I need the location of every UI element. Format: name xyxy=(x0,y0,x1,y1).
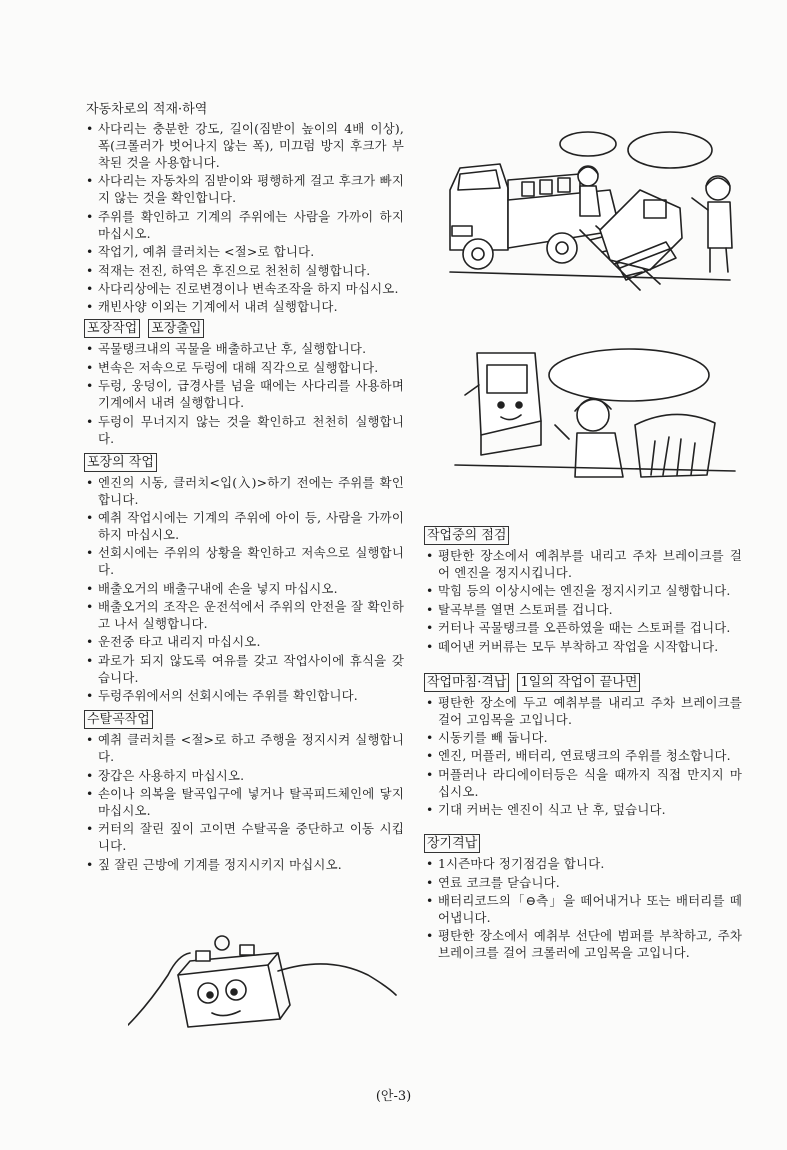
list-item: • 1시즌마다 정기점검을 합니다. xyxy=(424,855,742,872)
list-item: • 작업기, 예취 클러치는 <절>로 합니다. xyxy=(84,243,404,260)
left-column xyxy=(84,98,404,877)
list-item: • 사다리는 자동차의 짐받이와 평행하게 걸고 후크가 빠지지 않는 것을 확인합니다. xyxy=(84,172,404,206)
list-item: • 짚 잘린 근방에 기계를 정지시키지 마십시오. xyxy=(84,856,404,873)
list-item: • 커터나 곡물탱크를 오픈하였을 때는 스토퍼를 겁니다. xyxy=(424,619,742,636)
section-end-of-work xyxy=(424,673,742,819)
section-long-storage xyxy=(424,832,742,961)
bullet-list-loading xyxy=(84,120,404,315)
section-title-long-storage: 장기격납 xyxy=(424,834,480,853)
bullet-list-hand-threshing xyxy=(84,731,404,873)
list-item: • 변속은 저속으로 두렁에 대해 직각으로 실행합니다. xyxy=(84,359,404,376)
list-item: • 배출오거의 배출구내에 손을 넣지 마십시오. xyxy=(84,580,404,597)
bullet-list-long-storage xyxy=(424,855,742,961)
section-title-field-entry: 포장출입 xyxy=(148,319,204,338)
battery-illustration xyxy=(128,935,398,1030)
list-item: • 사다리상에는 진로변경이나 변속조작을 하지 마십시오. xyxy=(84,280,404,297)
section-title-inspection: 작업중의 점검 xyxy=(424,526,509,545)
section-field-entry xyxy=(84,319,404,446)
list-item: • 연료 코크를 닫습니다. xyxy=(424,874,742,891)
list-item: • 두렁이 무너지지 않는 것을 확인하고 천천히 실행합니다. xyxy=(84,413,404,447)
list-item: • 평탄한 장소에서 예취부를 내리고 주차 브레이크를 걸어 엔진을 정지시킵니다. xyxy=(424,547,742,581)
section-title-row xyxy=(84,319,404,338)
list-item: • 시동키를 빼 둡니다. xyxy=(424,729,742,746)
list-item: • 적재는 전진, 하역은 후진으로 천천히 실행합니다. xyxy=(84,262,404,279)
truck-worker-illustration xyxy=(445,345,745,495)
section-title-end-storage: 작업마침·격납 xyxy=(424,673,509,692)
list-item: • 선회시에는 주위의 상황을 확인하고 저속으로 실행합니다. xyxy=(84,544,404,578)
bullet-list-end-of-work xyxy=(424,694,742,819)
list-item: • 장갑은 사용하지 마십시오. xyxy=(84,767,404,784)
list-item: • 기대 커버는 엔진이 식고 난 후, 덮습니다. xyxy=(424,801,742,818)
section-title-end-of-day: 1일의 작업이 끝나면 xyxy=(517,673,640,692)
list-item: • 예취 클러치를 <절>로 하고 주행을 정지시켜 실행합니다. xyxy=(84,731,404,765)
list-item: • 운전중 타고 내리지 마십시오. xyxy=(84,633,404,650)
list-item: • 캐빈사양 이외는 기계에서 내려 실행합니다. xyxy=(84,298,404,315)
section-title-field-work: 포장작업 xyxy=(84,319,140,338)
section-title-loading: 자동차로의 적재·하역 xyxy=(86,102,208,117)
section-title-hand-threshing: 수탈곡작업 xyxy=(84,710,153,729)
list-item: • 배터리코드의「⊖측」을 떼어내거나 또는 배터리를 떼어냅니다. xyxy=(424,892,742,926)
list-item: • 엔진의 시동, 클러치<입(入)>하기 전에는 주위를 확인합니다. xyxy=(84,474,404,508)
page-number: (안-3) xyxy=(375,1089,412,1104)
list-item: • 머플러나 라디에이터등은 식을 때까지 직접 만지지 마십시오. xyxy=(424,766,742,800)
list-item: • 예취 작업시에는 기계의 주위에 아이 등, 사람을 가까이 하지 마십시오. xyxy=(84,509,404,543)
list-item: • 막힘 등의 이상시에는 엔진을 정지시키고 실행합니다. xyxy=(424,582,742,599)
list-item: • 탈곡부를 열면 스토퍼를 겁니다. xyxy=(424,601,742,618)
list-item: • 커터의 잘린 짚이 고이면 수탈곡을 중단하고 이동 시킵니다. xyxy=(84,820,404,854)
list-item: • 두렁주위에서의 선회시에는 주위를 확인합니다. xyxy=(84,687,404,704)
list-item: • 사다리는 충분한 강도, 길이(짐받이 높이의 4배 이상), 폭(크롤러가 벗어나지 않는 폭), 미끄럼 방지 후크가 부착된 것을 사용합니다. xyxy=(84,120,404,171)
list-item: • 곡물탱크내의 곡물을 배출하고난 후, 실행합니다. xyxy=(84,340,404,357)
list-item: • 평탄한 장소에 두고 예취부를 내리고 주차 브레이크를 걸어 고임목을 고입니다. xyxy=(424,694,742,728)
bullet-list-field-operation xyxy=(84,474,404,705)
bullet-list-field-entry xyxy=(84,340,404,446)
section-loading-unloading xyxy=(84,98,404,315)
section-inspection xyxy=(424,524,742,655)
section-title-field-operation: 포장의 작업 xyxy=(84,453,157,472)
list-item: • 배출오거의 조작은 운전석에서 주위의 안전을 잘 확인하고 나서 실행합니다. xyxy=(84,598,404,632)
list-item: • 과로가 되지 않도록 여유를 갖고 작업사이에 휴식을 갖습니다. xyxy=(84,652,404,686)
section-hand-threshing xyxy=(84,708,404,873)
list-item: • 엔진, 머플러, 배터리, 연료탱크의 주위를 청소합니다. xyxy=(424,747,742,764)
list-item: • 평탄한 장소에서 예취부 선단에 범퍼를 부착하고, 주차브레이크를 걸어 크롤러에 고임목을 고입니다. xyxy=(424,927,742,961)
list-item: • 두렁, 웅덩이, 급경사를 넘을 때에는 사다리를 사용하며 기계에서 내려 실행합니다. xyxy=(84,377,404,411)
section-title-row xyxy=(424,673,742,692)
bullet-list-inspection xyxy=(424,547,742,655)
truck-loading-illustration xyxy=(430,130,740,310)
right-column xyxy=(424,524,742,965)
list-item: • 주위를 확인하고 기계의 주위에는 사람을 가까이 하지 마십시오. xyxy=(84,208,404,242)
list-item: • 떼어낸 커버류는 모두 부착하고 작업을 시작합니다. xyxy=(424,638,742,655)
section-field-operation xyxy=(84,451,404,705)
list-item: • 손이나 의복을 탈곡입구에 넣거나 탈곡피드체인에 닿지 마십시오. xyxy=(84,785,404,819)
